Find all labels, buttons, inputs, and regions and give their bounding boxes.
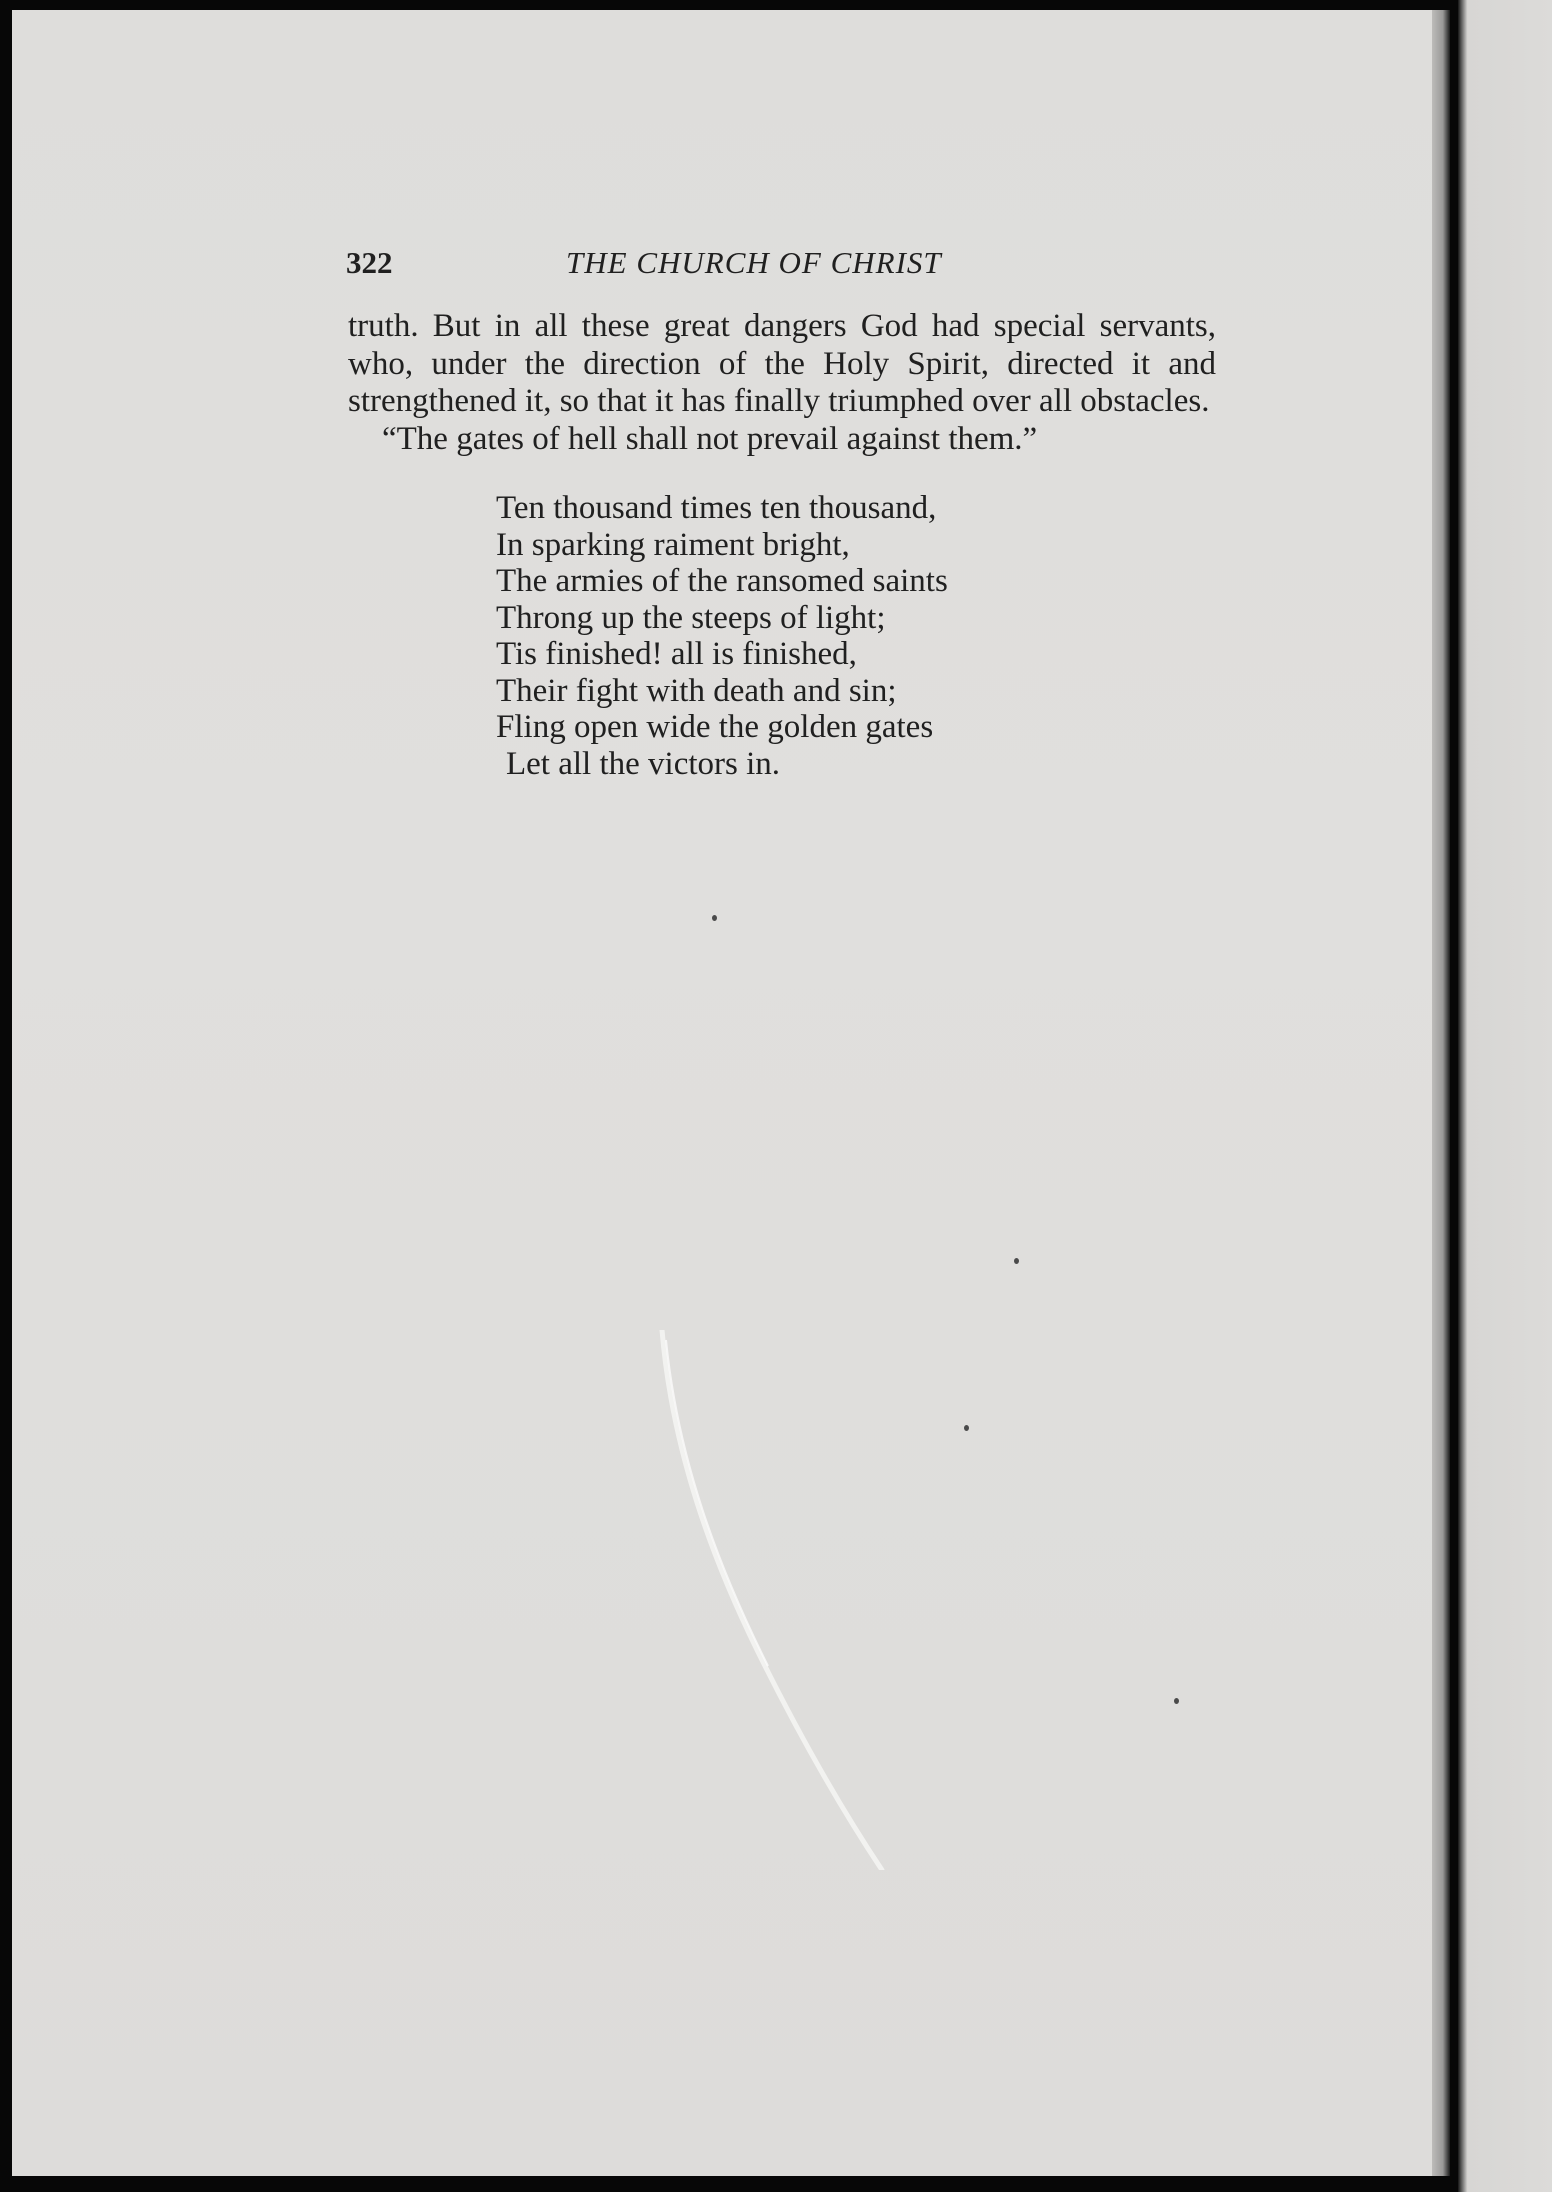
verse-line-7: Fling open wide the golden gates: [496, 709, 934, 745]
book-page: [12, 10, 1432, 2176]
verse-line-4: Throng up the steeps of light;: [496, 599, 886, 636]
running-head-title: THE CHURCH OF CHRIST: [566, 245, 942, 280]
scan-speck: [1014, 1258, 1019, 1264]
verse-line-1: Ten thousand times ten thousand,: [496, 490, 937, 526]
running-head: [336, 238, 1216, 288]
scan-speck: [1174, 1698, 1179, 1704]
verse-line-3: The armies of the ransomed saints: [496, 563, 948, 599]
scripture-quote: “The gates of hell shall not prevail against them.”: [382, 420, 1038, 457]
body-paragraph: truth. But in all these great dangers God had special servants, who, under the direction of the Holy Spirit, directed it and strengthened it, so that it has finally triumphed over all obstacles.: [348, 308, 1216, 419]
verse-line-2: In sparking raiment bright,: [496, 526, 850, 563]
scan-scratch-mark: [652, 1330, 892, 1870]
verse-line-5: Tis finished! all is finished,: [496, 636, 857, 672]
scan-speck: [712, 915, 717, 921]
adjacent-page-edge: [1458, 0, 1552, 2192]
scan-speck: [964, 1425, 969, 1431]
verse-line-6: Their fight with death and sin;: [496, 672, 897, 709]
page-content: [336, 238, 1216, 782]
hymn-verse: [336, 490, 1216, 782]
prose-block: [336, 308, 1216, 458]
page-number: 322: [346, 245, 393, 280]
page-edge-shadow: [1432, 10, 1450, 2176]
verse-line-8: Let all the victors in.: [506, 745, 781, 782]
